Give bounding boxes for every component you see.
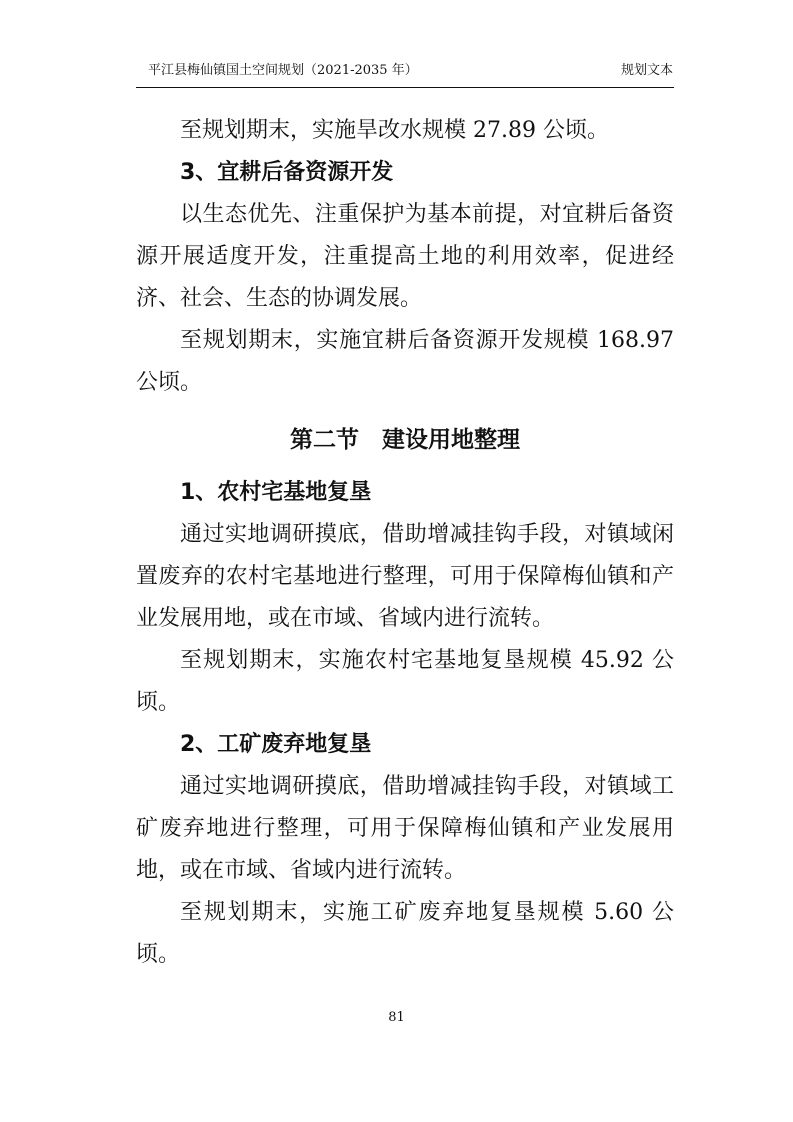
paragraph-mining-scale: 至规划期末，实施工矿废弃地复垦规模 5.60 公顷。 xyxy=(136,900,674,967)
paragraph-homestead-method: 通过实地调研摸底，借助增减挂钩手段，对镇域闲置废弃的农村宅基地进行整理，可用于保障梅仙镇和产业发展用地，或在市域、省域内进行流转。 xyxy=(136,522,674,631)
header-document-title: 平江县梅仙镇国土空间规划（2021-2035 年） xyxy=(148,63,418,78)
page-body xyxy=(136,110,674,976)
paragraph-reserve-land-principle: 以生态优先、注重保护为基本前提，对宜耕后备资源开展适度开发，注重提高土地的利用效率，促进经济、社会、生态的协调发展。 xyxy=(136,202,674,311)
page-number: 81 xyxy=(388,1010,405,1025)
heading-reserve-land-development: 3、宜耕后备资源开发 xyxy=(180,160,394,185)
page-header xyxy=(136,60,673,82)
section-title-construction-land: 第二节 建设用地整理 xyxy=(290,427,520,453)
paragraph-reserve-land-scale: 至规划期末，实施宜耕后备资源开发规模 168.97 公顷。 xyxy=(136,328,674,395)
header-divider xyxy=(136,87,674,88)
paragraph-mining-method: 通过实地调研摸底，借助增减挂钩手段，对镇域工矿废弃地进行整理，可用于保障梅仙镇和产业发展用地，或在市域、省域内进行流转。 xyxy=(136,774,674,883)
header-document-type: 规划文本 xyxy=(620,63,673,78)
heading-homestead-reclamation: 1、农村宅基地复垦 xyxy=(180,480,372,505)
heading-mining-land-reclamation: 2、工矿废弃地复垦 xyxy=(180,732,372,757)
paragraph-dry-to-paddy: 至规划期末，实施旱改水规模 27.89 公顷。 xyxy=(180,118,609,143)
paragraph-homestead-scale: 至规划期末，实施农村宅基地复垦规模 45.92 公顷。 xyxy=(136,648,674,715)
